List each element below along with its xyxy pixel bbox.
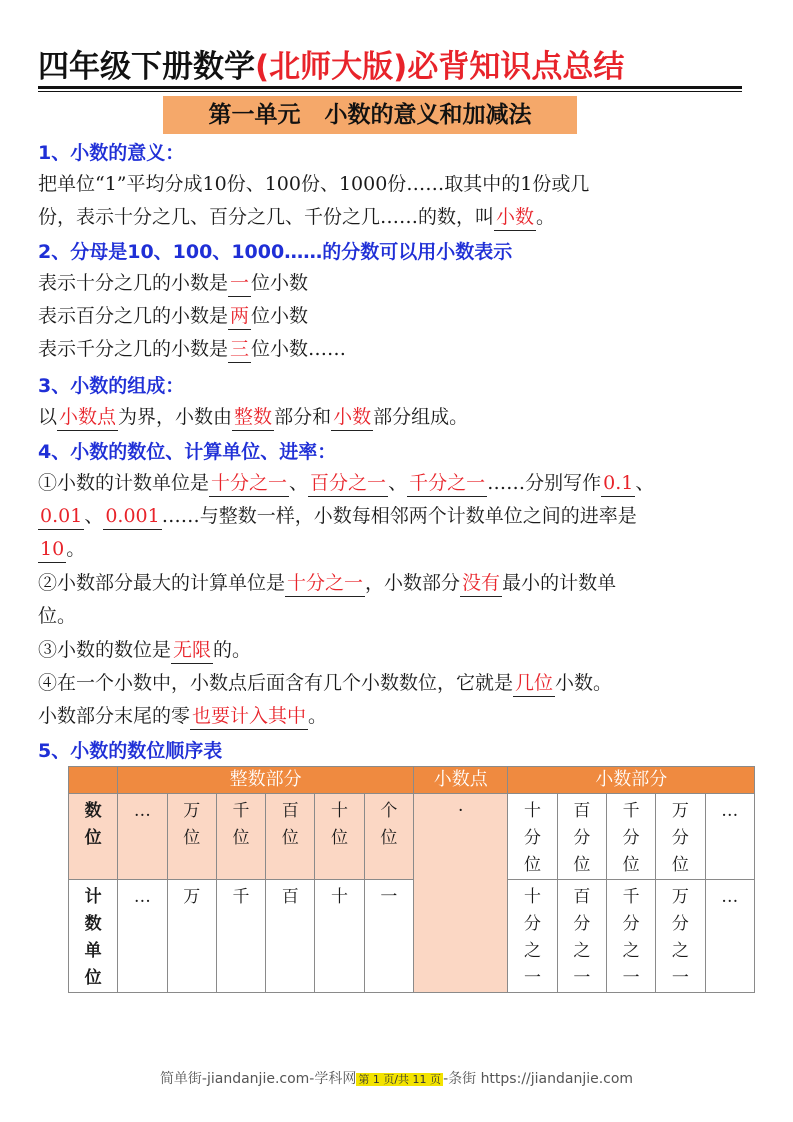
s4-text: 、 (635, 472, 655, 494)
cell-char: 一 (573, 968, 591, 988)
s4-text: 。 (308, 705, 328, 727)
ellipsis: … (133, 887, 151, 907)
answer-blank: 小数 (331, 404, 373, 431)
answer-blank: 整数 (232, 404, 274, 431)
cell-char: 位 (281, 828, 299, 848)
title-rule-thin (38, 91, 742, 92)
title-part-1: 四年级下册数学 (38, 49, 255, 85)
cell-char: 一 (671, 968, 689, 988)
page-number: 第 1 页/共 11 页 (358, 1073, 442, 1086)
section-5-heading: 5、小数的数位顺序表 (38, 740, 223, 762)
answer-blank: 0.1 (601, 470, 635, 497)
cell-char: 之 (671, 941, 689, 961)
s2-text: 表示百分之几的小数是 (38, 305, 229, 327)
s4-text: ④在一个小数中，小数点后面含有几个小数数位，它就是 (38, 672, 514, 694)
cell-place-tenths (508, 794, 557, 880)
label-char: 位 (84, 828, 102, 848)
cell-unit-tenth (508, 880, 557, 993)
footer-left-text: 简单街-jiandanjie.com-学科网 (159, 1071, 357, 1087)
row-label-places (69, 794, 118, 880)
cell-unit-bai (266, 880, 315, 993)
section-4-heading: 4、小数的数位、计算单位、进率： (38, 441, 337, 463)
s3-text: 以 (38, 406, 58, 428)
answer-blank: 0.01 (38, 503, 84, 530)
s2-text: 表示千分之几的小数是 (38, 338, 229, 360)
cell-decimal-point (414, 794, 508, 993)
cell-char: 分 (524, 914, 542, 934)
answer-blank: 没有 (460, 570, 502, 597)
label-char: 数 (84, 914, 102, 934)
s2-text: 位小数 (251, 305, 309, 327)
cell-char: 千 (622, 801, 640, 821)
label-char: 单 (84, 941, 102, 961)
s4-text: ②小数部分最大的计算单位是 (38, 572, 286, 594)
cell-char: 分 (622, 914, 640, 934)
cell-ellipsis (118, 794, 167, 880)
section-4-p4 (38, 667, 760, 700)
section-4-p5 (38, 700, 760, 733)
s4-text: ③小数的数位是 (38, 639, 172, 661)
page-footer (0, 1068, 793, 1088)
cell-char: 分 (573, 828, 591, 848)
section-4-p1-line-3 (38, 533, 760, 566)
cell-unit-hundredth (557, 880, 606, 993)
answer-blank: 0.001 (103, 503, 161, 530)
cell-char: 位 (232, 828, 250, 848)
place-value-table (68, 766, 755, 993)
section-2-line-1 (38, 267, 760, 300)
s2-text: 位小数 (251, 272, 309, 294)
cell-ellipsis (118, 880, 167, 993)
cell-char: 十 (331, 887, 349, 907)
cell-char: 位 (380, 828, 398, 848)
cell-unit-qian (216, 880, 265, 993)
header-corner (69, 767, 118, 794)
cell-char: 分 (573, 914, 591, 934)
cell-char: 分 (524, 828, 542, 848)
section-4-p2-line-2: 位。 (38, 605, 77, 627)
section-2-heading: 2、分母是10、100、1000……的分数可以用小数表示 (38, 241, 513, 263)
answer-blank: 两 (228, 303, 251, 330)
answer-blank: 三 (228, 336, 251, 363)
s4-text: ……分别写作 (487, 472, 602, 494)
s4-text: ①小数的计数单位是 (38, 472, 210, 494)
decimal-point: · (458, 801, 464, 821)
section-4-p1-line-2 (38, 500, 760, 533)
cell-unit-yi (364, 880, 413, 993)
cell-char: 一 (380, 887, 398, 907)
s4-text: ……与整数一样，小数每相邻两个计数单位之间的进率是 (161, 505, 637, 527)
cell-place-wan (167, 794, 216, 880)
document-title (38, 44, 750, 90)
footer-right-text: -条街 https://jiandanjie.com (443, 1071, 634, 1087)
section-1-heading: 1、小数的意义： (38, 142, 185, 164)
answer-blank: 千分之一 (407, 470, 487, 497)
cell-ellipsis (705, 794, 754, 880)
section-1-line-2 (38, 201, 760, 234)
cell-char: 千 (622, 887, 640, 907)
cell-char: 万 (183, 801, 201, 821)
cell-char: 万 (671, 801, 689, 821)
label-char: 计 (84, 887, 102, 907)
cell-char: 千 (232, 887, 250, 907)
title-rule-thick (38, 86, 742, 89)
cell-ellipsis (705, 880, 754, 993)
cell-place-qian (216, 794, 265, 880)
cell-unit-thousandth (606, 880, 655, 993)
cell-char: 百 (281, 801, 299, 821)
s4-text: 小数。 (555, 672, 613, 694)
cell-unit-ten-thousandth (656, 880, 705, 993)
cell-char: 万 (671, 887, 689, 907)
cell-char: 百 (281, 887, 299, 907)
s4-text: 、 (84, 505, 104, 527)
answer-blank: 也要计入其中 (190, 703, 308, 730)
answer-blank: 几位 (513, 670, 555, 697)
header-decimal-point: 小数点 (414, 767, 508, 794)
title-part-2: (北师大版) (255, 49, 408, 85)
ellipsis: … (721, 801, 739, 821)
header-decimal-part: 小数部分 (508, 767, 755, 794)
label-char: 数 (84, 801, 102, 821)
cell-char: 个 (380, 801, 398, 821)
unit-title: 第一单元 小数的意义和加减法 (163, 96, 577, 134)
cell-unit-shi (315, 880, 364, 993)
cell-char: 十 (331, 801, 349, 821)
answer-blank: 小数点 (57, 404, 118, 431)
cell-char: 一 (524, 968, 542, 988)
cell-char: 百 (573, 801, 591, 821)
cell-unit-wan (167, 880, 216, 993)
answer-blank: 百分之一 (308, 470, 388, 497)
section-2-line-3 (38, 333, 760, 366)
cell-char: 之 (622, 941, 640, 961)
cell-char: 十 (524, 887, 542, 907)
s4-text: 最小的计数单 (502, 572, 617, 594)
cell-char: 位 (331, 828, 349, 848)
section-2-line-2 (38, 300, 760, 333)
section-3-heading: 3、小数的组成： (38, 375, 185, 397)
section-1-line-1: 把单位“1”平均分成10份、100份、1000份……取其中的1份或几 (38, 173, 590, 195)
s3-text: 部分组成。 (373, 406, 469, 428)
cell-char: 分 (671, 828, 689, 848)
s4-text: 的。 (213, 639, 252, 661)
cell-char: 位 (183, 828, 201, 848)
s3-text: 部分和 (274, 406, 332, 428)
title-part-3: 必背知识点总结 (407, 49, 625, 85)
s1-text-b: 。 (536, 206, 556, 228)
cell-char: 分 (671, 914, 689, 934)
s2-text: 表示十分之几的小数是 (38, 272, 229, 294)
s4-text: ，小数部分 (365, 572, 461, 594)
cell-place-ge (364, 794, 413, 880)
answer-blank: 十分之一 (209, 470, 289, 497)
cell-char: 一 (622, 968, 640, 988)
cell-char: 十 (524, 801, 542, 821)
cell-char: 位 (622, 855, 640, 875)
answer-blank: 无限 (171, 637, 213, 664)
section-3-line (38, 401, 760, 434)
section-4-p2-line-1 (38, 567, 760, 600)
s3-text: 为界，小数由 (118, 406, 233, 428)
section-4-p1-line-1 (38, 467, 760, 500)
answer-blank: 十分之一 (285, 570, 365, 597)
cell-char: 分 (622, 828, 640, 848)
cell-place-hundredths (557, 794, 606, 880)
cell-place-shi (315, 794, 364, 880)
cell-char: 位 (573, 855, 591, 875)
s4-text: 。 (66, 538, 86, 560)
ellipsis: … (721, 887, 739, 907)
cell-place-thousandths (606, 794, 655, 880)
cell-char: 百 (573, 887, 591, 907)
s4-text: 小数部分末尾的零 (38, 705, 191, 727)
label-char: 位 (84, 968, 102, 988)
s1-text-a: 份，表示十分之几、百分之几、千份之几……的数，叫 (38, 206, 495, 228)
cell-char: 千 (232, 801, 250, 821)
section-4-p3 (38, 634, 760, 667)
s2-text: 位小数…… (251, 338, 347, 360)
cell-char: 位 (671, 855, 689, 875)
cell-char: 位 (524, 855, 542, 875)
row-label-units (69, 880, 118, 993)
answer-blank: 小数 (494, 204, 536, 231)
cell-place-ten-thousandths (656, 794, 705, 880)
s4-text: 、 (289, 472, 309, 494)
answer-blank: 10 (38, 536, 66, 563)
header-integer-part: 整数部分 (118, 767, 414, 794)
cell-place-bai (266, 794, 315, 880)
s4-text: 、 (388, 472, 408, 494)
ellipsis: … (133, 801, 151, 821)
cell-char: 之 (573, 941, 591, 961)
cell-char: 万 (183, 887, 201, 907)
cell-char: 之 (524, 941, 542, 961)
answer-blank: 一 (228, 270, 251, 297)
